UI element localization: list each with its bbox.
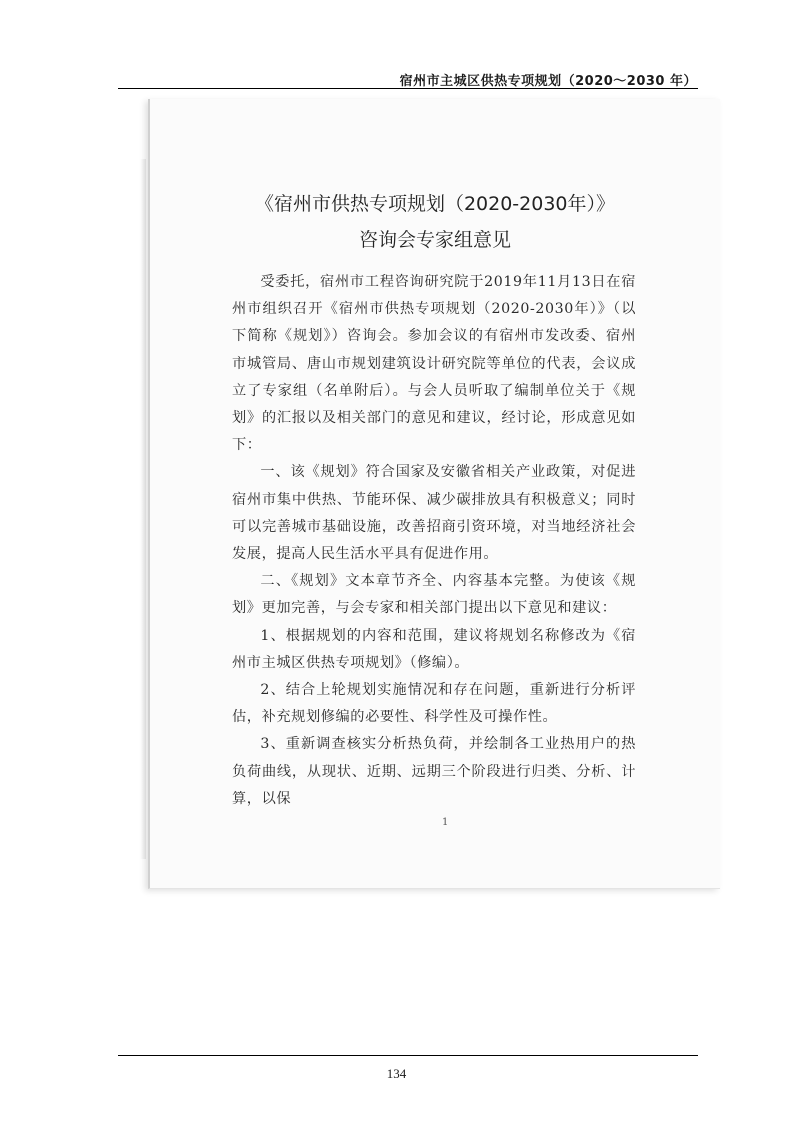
body-paragraph: 3、重新调查核实分析热负荷，并绘制各工业热用户的热负荷曲线，从现状、近期、远期三个阶段进行归类、分析、计算，以保 [232, 736, 636, 807]
inner-page-number: 1 [442, 817, 449, 828]
document-body [232, 269, 636, 813]
document-title: 《宿州市供热专项规划（2020-2030年）》 [254, 193, 616, 215]
footer-rule [118, 1055, 698, 1056]
body-paragraph: 2、结合上轮规划实施情况和存在问题，重新进行分析评估，补充规划修编的必要性、科学性及可操作性。 [232, 682, 636, 726]
scanned-document-sheet [148, 99, 720, 889]
body-paragraph: 受委托，宿州市工程咨询研究院于2019年11月13日在宿州市组织召开《宿州市供热专项规划（2020-2030年）》（以下简称《规划》）咨询会。参加会议的有宿州市发改委、宿州市城管局、唐山市规划建筑设计研究院等单位的代表，会议成立了专家组（名单附后）。与会人员听取了编制单位关于《规划》的汇报以及相关部门的意见和建议，经讨论，形成意见如下： [232, 274, 636, 454]
header-title: 宿州市主城区供热专项规划（2020～2030 年） [399, 74, 697, 89]
body-paragraph: 一、该《规划》符合国家及安徽省相关产业政策，对促进宿州市集中供热、节能环保、减少碳排放具有积极意义；同时可以完善城市基础设施，改善招商引资环境，对当地经济社会发展，提高人民生活水平具有促进作用。 [232, 464, 636, 563]
document-subtitle: 咨询会专家组意见 [358, 229, 511, 251]
body-paragraph: 1、根据规划的内容和范围，建议将规划名称修改为《宿州市主城区供热专项规划》（修编）。 [232, 627, 636, 671]
body-paragraph: 二、《规划》文本章节齐全、内容基本完整。为使该《规划》更加完善，与会专家和相关部门提出以下意见和建议： [232, 573, 636, 617]
header-rule [118, 88, 698, 89]
page-number: 134 [386, 1066, 407, 1081]
